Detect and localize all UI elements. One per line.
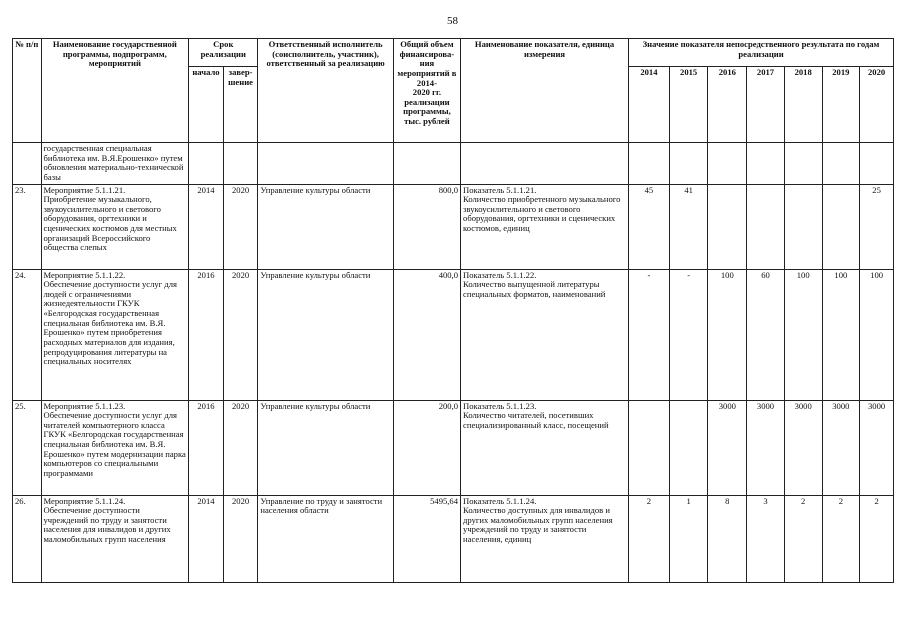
cell-name: государственная специальная библиотека им. В.Я.Ерошенко» путем обновления материально-технической базы	[41, 143, 189, 185]
header-name: Наименование государственной программы, подпрограмм, мероприятий	[41, 39, 189, 143]
cell-num: 23.	[13, 184, 42, 269]
header-year-2020: 2020	[860, 67, 894, 143]
cell-value-2015: 1	[669, 495, 708, 582]
cell-start: 2014	[189, 495, 224, 582]
cell-value-2014: -	[629, 269, 670, 400]
cell-value-2017	[747, 184, 785, 269]
cell-responsible: Управление по труду и занятости населения области	[258, 495, 393, 582]
cell-volume: 400,0	[393, 269, 460, 400]
cell-value-2018	[784, 184, 822, 269]
header-num: № п/п	[13, 39, 42, 143]
cell-value-2014	[629, 400, 670, 495]
cell-value-2017: 3	[747, 495, 785, 582]
cell-start: 2016	[189, 400, 224, 495]
header-year-2019: 2019	[822, 67, 860, 143]
cell-value-2018: 2	[784, 495, 822, 582]
cell-value-2018: 3000	[784, 400, 822, 495]
cell-value-2016	[708, 184, 747, 269]
cell-end: 2020	[223, 495, 258, 582]
cell-name: Мероприятие 5.1.1.21. Приобретение музыкального, звукоусилительного и светового оборудования, оргтехники и сценических костюмов для местных организаций Всероссийского общества слепых	[41, 184, 189, 269]
cell-value-2019: 2	[822, 495, 860, 582]
cell-num	[13, 143, 42, 185]
table-row	[13, 184, 894, 269]
cell-value-2020: 25	[860, 184, 894, 269]
cell-num: 24.	[13, 269, 42, 400]
header-year-2015: 2015	[669, 67, 708, 143]
cell-value-2020: 3000	[860, 400, 894, 495]
header-start: начало	[189, 67, 224, 143]
program-table	[12, 38, 894, 583]
cell-value-2014: 2	[629, 495, 670, 582]
cell-name: Мероприятие 5.1.1.23. Обеспечение доступности услуг для читателей компьютерного класса ГКУК «Белгородская государственная специальная библиотека им. В.Я. Ерошенко» путем модернизации парка компьютеров со специальными программами	[41, 400, 189, 495]
cell-value-2019	[822, 184, 860, 269]
cell-value-2019: 100	[822, 269, 860, 400]
table-row-continuation	[13, 143, 894, 185]
table-row	[13, 400, 894, 495]
cell-value-2015: -	[669, 269, 708, 400]
cell-value-2016: 8	[708, 495, 747, 582]
cell-responsible: Управление культуры области	[258, 400, 393, 495]
header-values: Значение показателя непосредственного результата по годам реализации	[629, 39, 894, 67]
cell-value-2017: 3000	[747, 400, 785, 495]
table-row	[13, 495, 894, 582]
cell-value-2017: 60	[747, 269, 785, 400]
cell-name: Мероприятие 5.1.1.22. Обеспечение доступности услуг для людей с ограничениями жизнедеятельности ГКУК «Белгородская государственная специальная библиотека им. В.Я. Ерошенко» путем приобретения расходных материалов для издания, репродуцирования литературы на специальных носителях	[41, 269, 189, 400]
cell-value-2016: 3000	[708, 400, 747, 495]
cell-start: 2014	[189, 184, 224, 269]
header-year-2018: 2018	[784, 67, 822, 143]
cell-start: 2016	[189, 269, 224, 400]
header-responsible: Ответственный исполнитель (соисполнитель, участник), ответственный за реализацию	[258, 39, 393, 143]
cell-end: 2020	[223, 400, 258, 495]
cell-end: 2020	[223, 184, 258, 269]
header-year-2014: 2014	[629, 67, 670, 143]
cell-value-2018: 100	[784, 269, 822, 400]
header-end: завер- шение	[223, 67, 258, 143]
cell-indicator: Показатель 5.1.1.23. Количество читателей, посетивших специализированный класс, посещений	[461, 400, 629, 495]
cell-num: 26.	[13, 495, 42, 582]
header-year-2017: 2017	[747, 67, 785, 143]
cell-value-2015: 41	[669, 184, 708, 269]
cell-value-2014: 45	[629, 184, 670, 269]
cell-end: 2020	[223, 269, 258, 400]
page-number: 58	[447, 15, 458, 27]
cell-value-2019: 3000	[822, 400, 860, 495]
cell-value-2015	[669, 400, 708, 495]
cell-volume: 200,0	[393, 400, 460, 495]
cell-responsible: Управление культуры области	[258, 269, 393, 400]
cell-indicator: Показатель 5.1.1.22. Количество выпущенной литературы специальных форматов, наименований	[461, 269, 629, 400]
cell-num: 25.	[13, 400, 42, 495]
cell-value-2020: 100	[860, 269, 894, 400]
cell-indicator: Показатель 5.1.1.24. Количество доступных для инвалидов и других маломобильных групп населения учреждений по труду и занятости населения, единиц	[461, 495, 629, 582]
cell-responsible: Управление культуры области	[258, 184, 393, 269]
cell-name: Мероприятие 5.1.1.24. Обеспечение доступности учреждений по труду и занятости населения для инвалидов и других маломобильных групп населения	[41, 495, 189, 582]
cell-volume: 800,0	[393, 184, 460, 269]
cell-indicator: Показатель 5.1.1.21. Количество приобретенного музыкального звукоусилительного и светового оборудования, оргтехники и сценических костюмов, единиц	[461, 184, 629, 269]
cell-value-2020: 2	[860, 495, 894, 582]
header-indicator: Наименование показателя, единица измерения	[461, 39, 629, 143]
header-year-2016: 2016	[708, 67, 747, 143]
cell-volume: 5495,64	[393, 495, 460, 582]
header-volume: Общий объем финансирова- ния мероприятий в 2014- 2020 гг. реализации программы, тыс. рублей	[393, 39, 460, 143]
cell-value-2016: 100	[708, 269, 747, 400]
header-term: Срок реализации	[189, 39, 258, 67]
table-row	[13, 269, 894, 400]
